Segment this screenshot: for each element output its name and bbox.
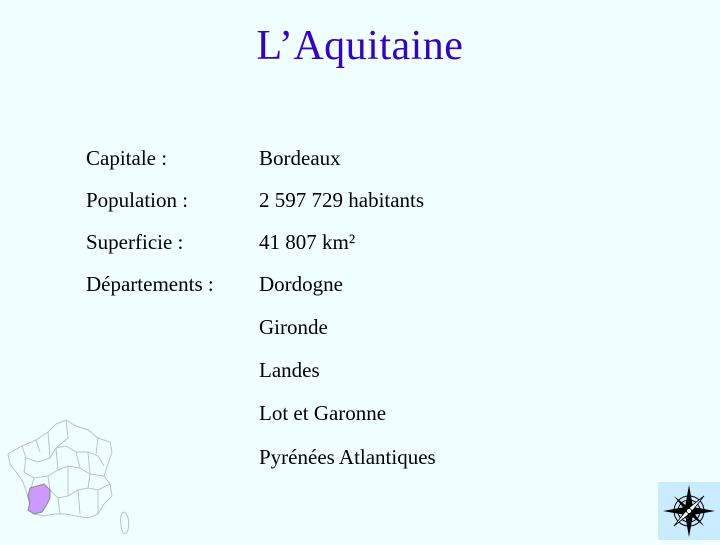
departement-item: Dordogne [259, 272, 343, 296]
compass-rose-icon [658, 482, 720, 540]
population-value: 2 597 729 habitants [259, 188, 425, 212]
departement-item: Landes [259, 358, 320, 382]
departement-item: Gironde [259, 315, 328, 339]
superficie-value: 41 807 km² [259, 230, 356, 254]
superficie-label: Superficie : [86, 230, 184, 254]
population-label: Population : [86, 188, 189, 212]
capitale-value: Bordeaux [259, 146, 341, 170]
departement-item: Lot et Garonne [259, 401, 387, 425]
departements-label: Départements : [86, 272, 214, 296]
page-title: L’Aquitaine [256, 23, 464, 69]
departement-item: Pyrénées Atlantiques [259, 445, 436, 469]
france-map-icon [0, 418, 140, 540]
capitale-label: Capitale : [86, 146, 168, 170]
